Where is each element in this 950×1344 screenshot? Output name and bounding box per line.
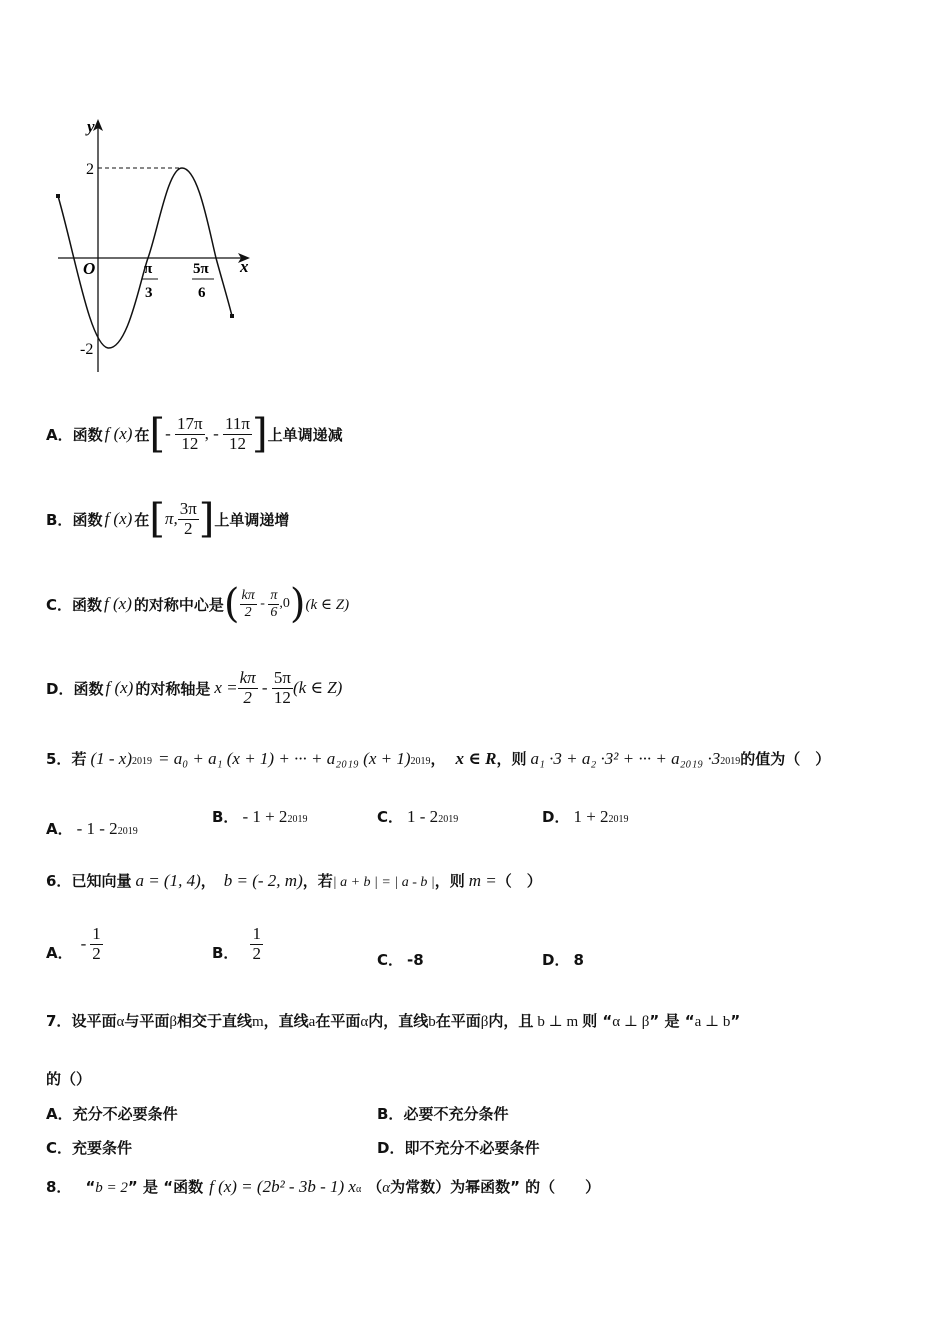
option-letter: A． bbox=[46, 425, 73, 444]
q7-option-c: C．充要条件 bbox=[46, 1139, 133, 1157]
option-letter: B． bbox=[46, 510, 73, 529]
q7-option-a: A．充分不必要条件 bbox=[46, 1105, 178, 1123]
x-tick1-num: π bbox=[144, 261, 153, 277]
option-letter: D． bbox=[46, 679, 74, 698]
x-tick2-den: 6 bbox=[198, 285, 206, 301]
question-number: 7． bbox=[46, 1012, 72, 1030]
question-number: 5． bbox=[46, 750, 72, 768]
q5-option-c: C． 1 - 2 2019 bbox=[377, 807, 459, 826]
function-f: f (x) bbox=[104, 424, 133, 443]
x-tick2-num: 5π bbox=[193, 261, 209, 277]
y-min-label: -2 bbox=[80, 341, 94, 358]
x-label: x bbox=[240, 257, 249, 276]
q7-stem-line2: 的（） bbox=[46, 1070, 92, 1088]
x-tick1-den: 3 bbox=[145, 285, 153, 301]
q7-option-b: B．必要不充分条件 bbox=[377, 1105, 509, 1123]
curve-start-point bbox=[56, 194, 60, 198]
y-max-label: 2 bbox=[86, 161, 94, 178]
q6-option-a: A． - $\frac{1}{2}$ bbox=[46, 924, 101, 963]
sine-graph bbox=[40, 110, 270, 385]
q4-option-a: A． 函数 f (x) 在 [ - $\frac{17\pi}{12}$ , - $\frac{11\pi}{12}$ ] 上单调递减 bbox=[46, 411, 343, 457]
q5-option-d: D． 1 + 2 2019 bbox=[542, 807, 629, 826]
q5-option-a: A． - 1 - 2 2019 bbox=[46, 819, 138, 838]
q5-options bbox=[46, 806, 906, 836]
option-letter: C． bbox=[46, 595, 73, 614]
q5-option-b: B． - 1 + 2 2019 bbox=[212, 807, 308, 826]
q8-stem: 8． “ b = 2 ” 是 “函数 f (x) = (2b² - 3b - 1) x α （ α 为常数）为幂函数” 的（ ） bbox=[46, 1177, 601, 1196]
q4-option-b: B． 函数 f (x) 在 [ π, $\frac{3\pi}{2}$ ] 上单调递增 bbox=[46, 496, 290, 542]
q6-stem: 6． 已知向量 a = (1, 4) ， b = (- 2, m) ，若 | a + b | = | a - b | ，则 m = （ ） bbox=[46, 871, 542, 890]
question-number: 8． bbox=[46, 1178, 72, 1196]
curve-end-point bbox=[230, 314, 234, 318]
q7-stem: 7． 设平面 α 与平面 β 相交于直线 m ，直线 a 在平面 α 内，直线 b 在平面 β 内，且 b ⊥ m 则 “ α ⊥ β ” 是 “ a ⊥ b ” bbox=[46, 1012, 741, 1030]
question-number: 6． bbox=[46, 872, 72, 890]
q6-option-c: C． -8 bbox=[377, 951, 424, 969]
q6-options bbox=[46, 925, 906, 975]
q4-option-d: D． 函数 f (x) 的对称轴是 x = $\frac{k\pi}{2}$ - $\frac{5\pi}{12}$ (k ∈ Z) bbox=[46, 667, 343, 707]
q5-stem: 5． 若 (1 - x) 2019 = a₀ + a₁ (x + 1) + ··· + a₂₀₁₉ (x + 1) 2019 ， x ∈ R ，则 a₁ ·3 + a₂ ·3² + ··· + a₂₀₁₉ ·3 2019 的值为（ ） bbox=[46, 749, 831, 768]
y-label: y bbox=[87, 117, 95, 136]
q4-option-c: C． 函数 f (x) 的对称中心是 ( $\frac{k\pi}{2}$ - $\frac{\pi}{6}$ ,0 ) (k ∈ Z) bbox=[46, 581, 350, 627]
origin-label: O bbox=[83, 259, 96, 278]
q7-option-d: D．即不充分不必要条件 bbox=[377, 1139, 540, 1157]
q6-option-b: B． $\frac{1}{2}$ bbox=[212, 924, 261, 963]
q6-option-d: D． 8 bbox=[542, 951, 584, 969]
